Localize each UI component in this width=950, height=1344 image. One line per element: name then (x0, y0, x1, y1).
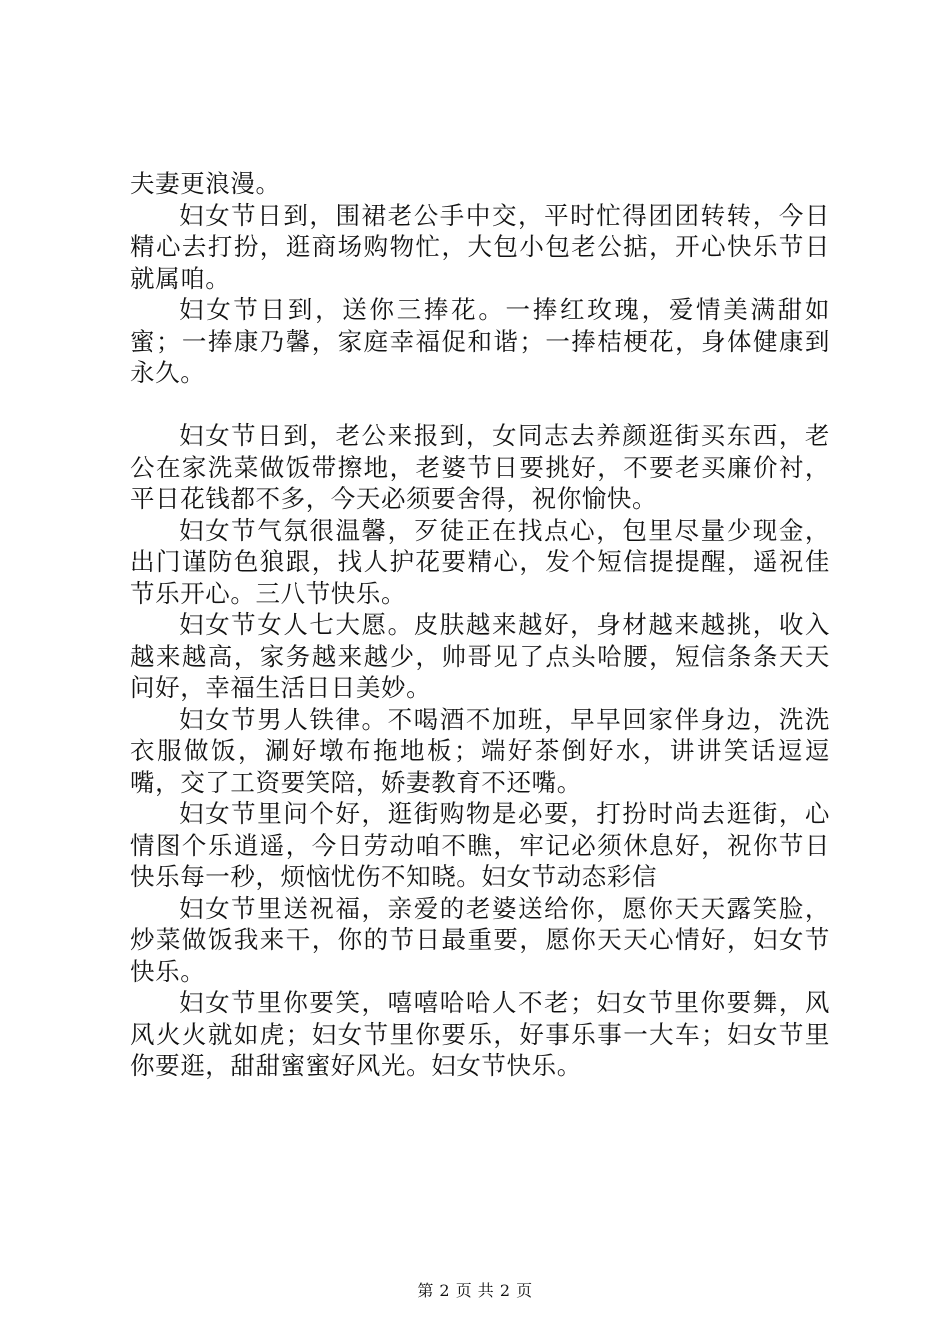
paragraph: 妇女节日到，围裙老公手中交，平时忙得团团转转，今日精心去打扮，逛商场购物忙，大包小包老公掂，开心快乐节日就属咱。 (130, 200, 830, 293)
paragraph: 妇女节气氛很温馨，歹徒正在找点心，包里尽量少现金，出门谨防色狼跟，找人护花要精心，发个短信提提醒，遥祝佳节乐开心。三八节快乐。 (130, 515, 830, 608)
paragraph: 妇女节男人铁律。不喝酒不加班，早早回家伴身边，洗洗衣服做饭，涮好墩布拖地板；端好茶倒好水，讲讲笑话逗逗嘴，交了工资要笑陪，娇妻教育不还嘴。 (130, 704, 830, 797)
paragraph: 妇女节日到，送你三捧花。一捧红玫瑰，爱情美满甜如蜜；一捧康乃馨，家庭幸福促和谐；一捧桔梗花，身体健康到永久。 (130, 295, 830, 387)
document-body (130, 168, 830, 1082)
paragraph: 妇女节日到，老公来报到，女同志去养颜逛街买东西，老公在家洗菜做饭带擦地，老婆节日要挑好，不要老买廉价衬，平日花钱都不多，今天必须要舍得，祝你愉快。 (130, 421, 830, 513)
paragraph: 妇女节女人七大愿。皮肤越来越好，身材越来越挑，收入越来越高，家务越来越少，帅哥见了点头哈腰，短信条条天天问好，幸福生活日日美妙。 (130, 610, 830, 702)
paragraph: 妇女节里你要笑，嘻嘻哈哈人不老；妇女节里你要舞，风风火火就如虎；妇女节里你要乐，好事乐事一大车；妇女节里你要逛，甜甜蜜蜜好风光。妇女节快乐。 (130, 988, 830, 1080)
paragraph-continuation: 夫妻更浪漫。 (130, 169, 281, 198)
page-number-footer: 第 2 页 共 2 页 (417, 1281, 533, 1300)
paragraph: 妇女节里问个好，逛街购物是必要，打扮时尚去逛街，心情图个乐逍遥，今日劳动咱不瞧，牢记必须休息好，祝你节日快乐每一秒，烦恼忧伤不知晓。妇女节动态彩信 (130, 799, 830, 891)
paragraph: 妇女节里送祝福，亲爱的老婆送给你，愿你天天露笑脸，炒菜做饭我来干，你的节日最重要，愿你天天心情好，妇女节快乐。 (130, 893, 830, 986)
